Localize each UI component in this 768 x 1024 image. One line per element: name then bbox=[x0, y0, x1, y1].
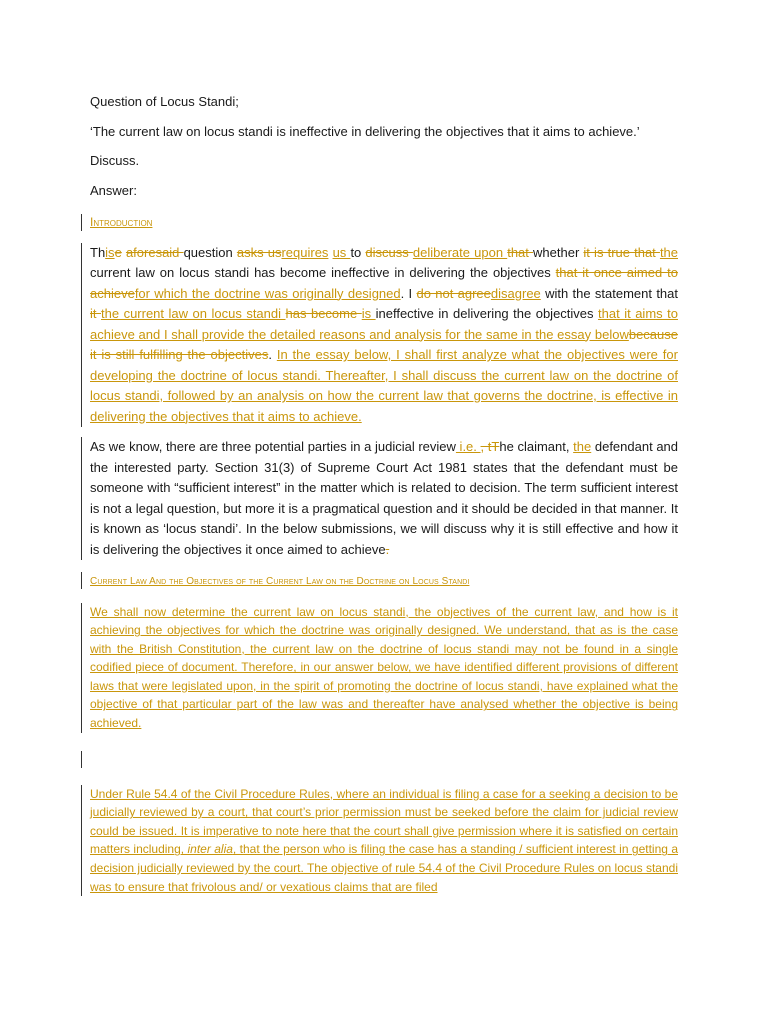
current-law-paragraph bbox=[90, 603, 678, 733]
p1-run-insertion: the current law on locus standi bbox=[101, 306, 286, 321]
introduction-heading bbox=[90, 212, 678, 233]
p2-run-deletion: . bbox=[385, 541, 390, 557]
current-law-heading-text: Current Law And the Objectives of the Current Law on the Doctrine on Locus Standi bbox=[90, 576, 470, 587]
question-title: Question of Locus Standi; bbox=[90, 94, 239, 109]
p1-run-deletion: aforesaid bbox=[125, 244, 184, 260]
p1-run-deletion: do not agree bbox=[416, 285, 491, 301]
p1-run-text: to bbox=[350, 244, 366, 260]
p1-run-text: Th bbox=[90, 244, 106, 260]
p2-run-insertion: i.e. bbox=[455, 439, 481, 454]
rule-54-paragraph bbox=[90, 785, 678, 897]
p1-run-insertion: requires bbox=[281, 244, 329, 260]
p2-run-insertion: the bbox=[573, 439, 592, 454]
p1-run-text: . bbox=[268, 347, 277, 362]
p1-run-deletion: asks us bbox=[236, 244, 282, 260]
p2-run-text: he claimant, bbox=[499, 439, 574, 454]
rule-54-text-b: , that the person who is filing the case has a standing / sufficient interest in getting a decision judicially reviewed by the court. The objective of rule 54.4 of the Civil Procedure Rules on locus standi was to ensure that frivolous and/ or vexatious claims that are filed bbox=[90, 842, 678, 894]
p1-run-text: . I bbox=[400, 285, 417, 301]
introduction-heading-text: Introduction bbox=[90, 215, 153, 229]
p1-run-text: question bbox=[183, 244, 237, 260]
rule-54-text-a: Under Rule 54.4 of the Civil Procedure Rules, where an individual is filing a case for a seeking a decision to be judicially reviewed by a court, that court’s prior permission must be seeked before the claim for judicial review could be issued. It is imperative to note here that the court shall give permission where it is satisfied on certain matters including, bbox=[90, 786, 678, 857]
current-law-paragraph-text: We shall now determine the current law on locus standi, the objectives of the current law, and how is it achieving the objectives for which the doctrine was originally designed. We understand, that as is the case with the British Constitution, the current law on the doctrine of locus standi may not be found in a single codified piece of document. Therefore, in our answer below, we have identified different provisions of different laws that were legislated upon, in the spirit of promoting the doctrine of locus standi, have explained what the objective of that particular part of the law was and thereafter have analysed whether the objective is being achieved. bbox=[90, 604, 678, 731]
p1-run-insertion: is bbox=[361, 306, 376, 321]
p1-run-insertion: the bbox=[659, 244, 679, 260]
p1-run-deletion: e bbox=[114, 244, 122, 260]
document-page bbox=[90, 92, 678, 896]
p1-run-insertion: In the essay below, I shall first analyze what the objectives were for developing the doctrine of locus standi. Thereafter, I shall discuss the current law on the doctrine of locus standi, followed by an analysis on how the current law that governs the doctrine, is effective in delivering the objectives that it aims to achieve. bbox=[90, 347, 678, 424]
p1-run-insertion: disagree bbox=[490, 285, 541, 301]
p1-run-deletion: because it is still fulfilling the objectives bbox=[90, 326, 678, 362]
rule-54-italic: inter alia bbox=[187, 842, 233, 857]
p1-run-text: with the statement that bbox=[540, 285, 678, 301]
p1-run-insertion: for which the doctrine was originally designed bbox=[134, 285, 401, 301]
p1-run-deletion: that bbox=[507, 244, 534, 260]
p1-run-deletion: it is true that bbox=[583, 244, 660, 260]
p1-run-text: whether bbox=[533, 244, 584, 260]
p2-run-text: defendant and the interested party. Section 31(3) of Supreme Court Act 1981 states that the defendant must be someone with “sufficient interest” in the matter which is related to decision. The term sufficient interest is not a legal question, but more it is a pragmatical question and it should be decided in that manner. It is known as ‘locus standi’. In the below submissions, we will discuss why it is still effective and how it is delivering the objectives it once aimed to achieve bbox=[90, 439, 679, 557]
parties-paragraph bbox=[90, 437, 678, 560]
intro-paragraph bbox=[90, 243, 678, 428]
essay-quote: ‘The current law on locus standi is ineffective in delivering the objectives that it aims to achieve.’ bbox=[90, 123, 640, 139]
p1-run-insertion: us bbox=[332, 244, 351, 260]
empty-paragraph bbox=[90, 749, 678, 769]
p2-run-text: As we know, there are three potential parties in a judicial review bbox=[90, 439, 456, 454]
p1-run-insertion: that it aims to achieve and I shall provide the detailed reasons and analysis for the same in the essay below bbox=[90, 306, 678, 342]
discuss-label: Discuss. bbox=[90, 153, 140, 168]
p1-run-deletion: discuss bbox=[365, 244, 413, 260]
p1-run-insertion: deliberate upon bbox=[412, 244, 508, 260]
p2-run-deletion: , t bbox=[480, 439, 492, 454]
p1-run-deletion: has become bbox=[285, 306, 362, 321]
p1-run-text: current law on locus standi has become ineffective in delivering the objectives bbox=[90, 265, 556, 280]
p1-run-insertion: is bbox=[105, 244, 115, 260]
p1-run-text: ineffective in delivering the objectives bbox=[375, 306, 599, 321]
p1-run-deletion: it bbox=[90, 306, 101, 321]
answer-label: Answer: bbox=[90, 182, 137, 198]
p1-run-deletion: that it once aimed to achieve bbox=[90, 265, 678, 301]
p2-run-deletion: T bbox=[491, 439, 500, 454]
current-law-heading bbox=[90, 570, 678, 593]
